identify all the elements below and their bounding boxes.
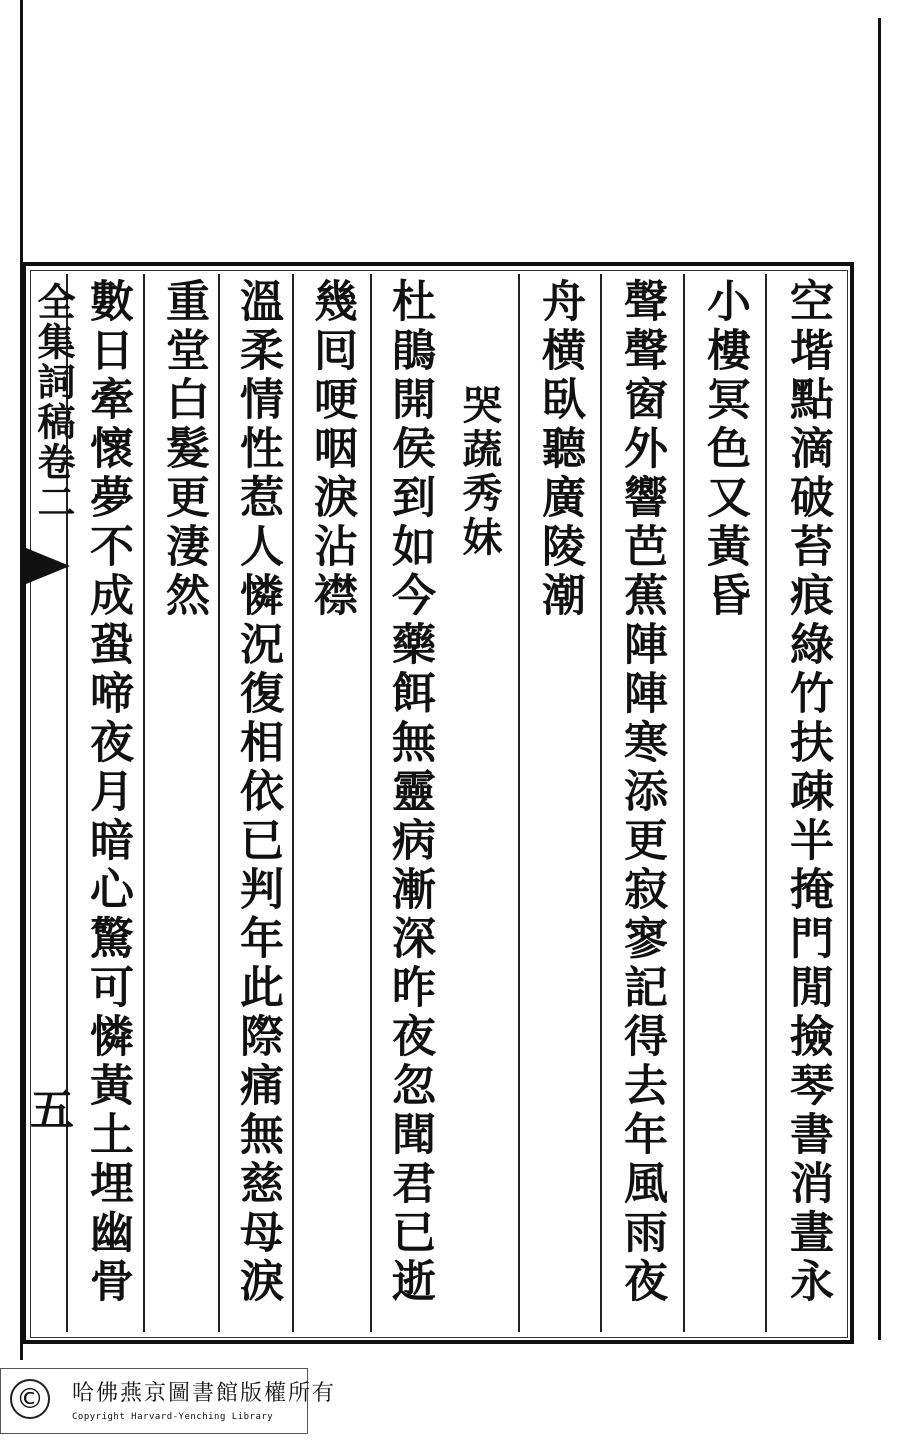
right-gutter-line [878,18,881,1340]
column-rule [518,274,520,1332]
page-number: 五 [30,1085,74,1136]
copyright-english: Copyright Harvard-Yenching Library [72,1412,274,1422]
text-column-2: 小樓冥色又黃昏 [699,278,750,621]
text-column-6: 杜鵑開侯到如今藥餌無靈病漸深昨夜忽聞君已逝 [384,278,435,1307]
column-rule [143,274,145,1332]
text-column-3: 聲聲窗外響芭蕉陣陣寒添更寂寥記得去年風雨夜 [616,278,667,1307]
column-rule [370,274,372,1332]
copyright-icon: © [10,1379,50,1419]
column-rule [600,274,602,1332]
poem-title: 哭蔬秀妹 [456,384,503,560]
text-column-7: 幾囘哽咽淚沾襟 [306,278,357,621]
text-column-1: 空堦點滴破苔痕綠竹扶疎半掩門閒撿琴書消晝永 [782,278,833,1307]
text-column-4: 舟横臥聽廣陵潮 [534,278,585,621]
copyright-chinese: 哈佛燕京圖書館版權所有 [72,1381,337,1406]
text-column-9: 重堂白髮更淒然 [158,278,209,621]
column-rule [292,274,294,1332]
column-rule [218,274,220,1332]
column-rule [683,274,685,1332]
column-rule [765,274,767,1332]
margin-book-title: 全集詞稿卷二 [31,282,76,522]
text-column-8: 溫柔情性惹人憐況復相依已判年此際痛無慈母淚 [232,278,283,1307]
text-column-10: 數日牽懷夢不成蛩啼夜月暗心驚可憐黃土埋幽骨 [82,278,133,1307]
fish-tail-mark [26,548,70,584]
